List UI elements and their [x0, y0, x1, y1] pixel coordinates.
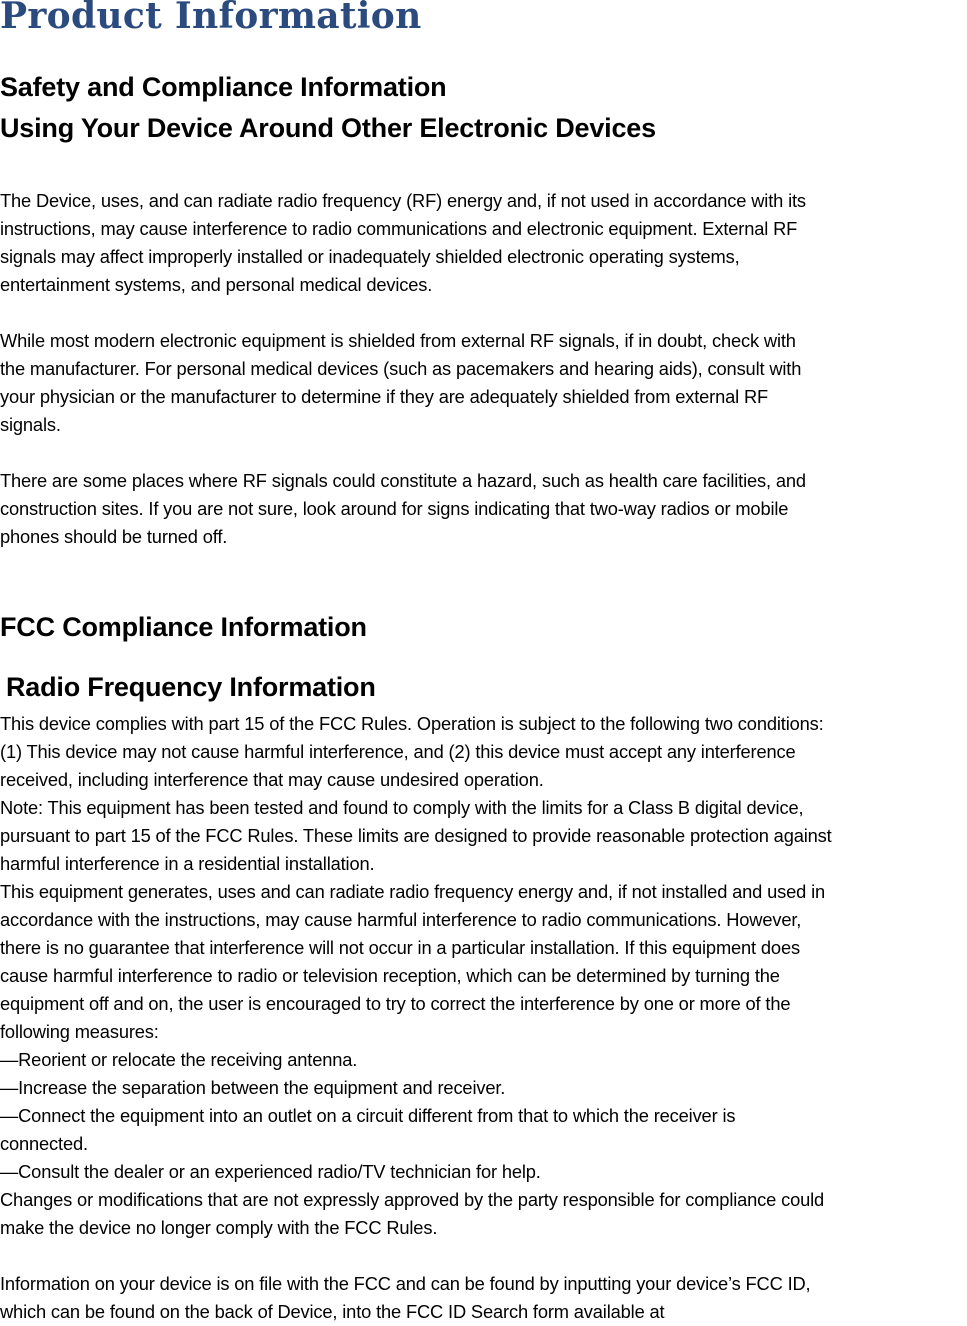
paragraph-hazard	[0, 467, 806, 551]
text-line: pursuant to part 15 of the FCC Rules. These limits are designed to provide reasonable protection against	[0, 825, 832, 846]
text-line: (1) This device may not cause harmful interference, and (2) this device must accept any interference	[0, 741, 796, 762]
paragraph-shielding	[0, 327, 801, 439]
heading-fcc: FCC Compliance Information	[0, 612, 367, 642]
paragraph-rf-energy	[0, 187, 806, 299]
text-line: phones should be turned off.	[0, 526, 228, 547]
text-line: —Increase the separation between the equipment and receiver.	[0, 1077, 506, 1098]
text-line: received, including interference that may cause undesired operation.	[0, 769, 544, 790]
page-title: Product Information	[0, 0, 422, 37]
text-line: connected.	[0, 1133, 88, 1154]
text-line: instructions, may cause interference to radio communications and electronic equipment. External RF	[0, 218, 798, 239]
heading-using-device: Using Your Device Around Other Electronic Devices	[0, 113, 656, 143]
text-line: the manufacturer. For personal medical devices (such as pacemakers and hearing aids), consult with	[0, 358, 802, 379]
heading-safety: Safety and Compliance Information	[0, 72, 447, 102]
text-line: This equipment generates, uses and can radiate radio frequency energy and, if not installed and used in	[0, 881, 826, 902]
text-line: Note: This equipment has been tested and found to comply with the limits for a Class B digital device,	[0, 797, 804, 818]
text-line: your physician or the manufacturer to determine if they are adequately shielded from external RF	[0, 386, 769, 407]
heading-rf-info: Radio Frequency Information	[6, 672, 376, 702]
text-line: The Device, uses, and can radiate radio frequency (RF) energy and, if not used in accordance with its	[0, 190, 806, 211]
text-line: This device complies with part 15 of the FCC Rules. Operation is subject to the following two conditions:	[0, 713, 824, 734]
text-line: —Connect the equipment into an outlet on a circuit different from that to which the receiver is	[0, 1105, 736, 1126]
text-line: equipment off and on, the user is encouraged to try to correct the interference by one or more of the	[0, 993, 791, 1014]
text-line: entertainment systems, and personal medical devices.	[0, 274, 433, 295]
text-line: accordance with the instructions, may cause harmful interference to radio communications. However,	[0, 909, 802, 930]
text-line: there is no guarantee that interference will not occur in a particular installation. If this equipment does	[0, 937, 800, 958]
text-line: Information on your device is on file with the FCC and can be found by inputting your device’s FCC ID,	[0, 1273, 811, 1294]
text-line: Changes or modifications that are not expressly approved by the party responsible for compliance could	[0, 1189, 825, 1210]
text-line: signals may affect improperly installed or inadequately shielded electronic operating systems,	[0, 246, 740, 267]
paragraph-fcc	[0, 710, 832, 1326]
text-line: construction sites. If you are not sure, look around for signs indicating that two-way radios or mobile	[0, 498, 789, 519]
text-line: cause harmful interference to radio or television reception, which can be determined by turning the	[0, 965, 780, 986]
text-line: —Consult the dealer or an experienced radio/TV technician for help.	[0, 1161, 541, 1182]
text-line: While most modern electronic equipment is shielded from external RF signals, if in doubt, check with	[0, 330, 796, 351]
text-line: following measures:	[0, 1021, 159, 1042]
text-line	[0, 1242, 832, 1270]
text-line: which can be found on the back of Device, into the FCC ID Search form available at	[0, 1301, 665, 1322]
text-line: signals.	[0, 414, 61, 435]
text-line: —Reorient or relocate the receiving antenna.	[0, 1049, 358, 1070]
text-line: harmful interference in a residential installation.	[0, 853, 375, 874]
text-line: There are some places where RF signals could constitute a hazard, such as health care facilities, and	[0, 470, 806, 491]
text-line: make the device no longer comply with the FCC Rules.	[0, 1217, 438, 1238]
